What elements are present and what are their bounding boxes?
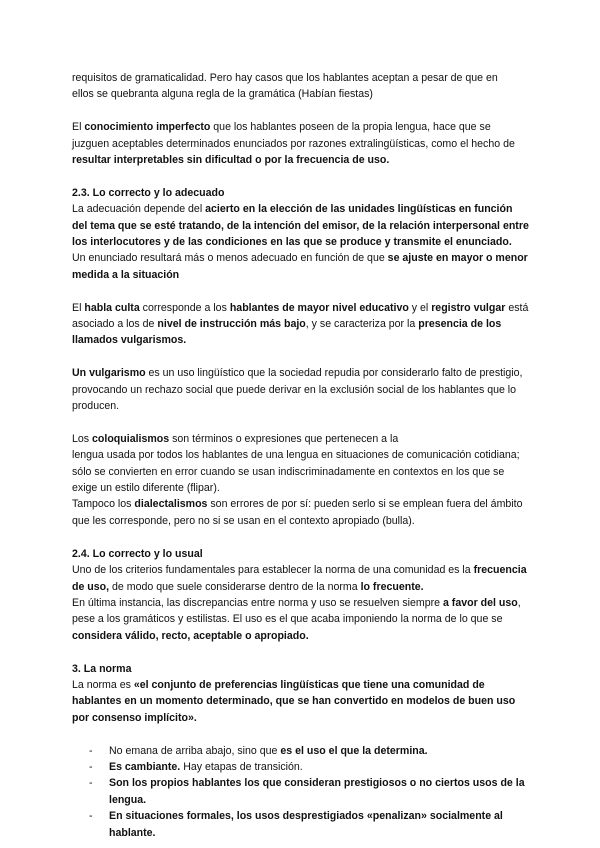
imperfect-knowledge-paragraph: El conocimiento imperfecto que los hablantes poseen de la propia lengua, hace que se juzguen aceptables determinados enunciados por razones extralingüísticas, como el hecho de resultar interpretables sin dificultad o por la frecuencia de uso. — [72, 121, 515, 167]
section-heading-2-4: 2.4. Lo correcto y lo usual — [72, 547, 203, 560]
norm-definition-paragraph: La norma es «el conjunto de preferencias lingüísticas que tiene una comunidad de hablantes en un momento determinado, que se han convertido en modelos de buen uso por consenso implícito». — [72, 678, 516, 724]
section-heading-2-3: 2.3. Lo correcto y lo adecuado — [72, 186, 225, 199]
usage-frequency-paragraph: Uno de los criterios fundamentales para establecer la norma de una comunidad es la frecuencia de uso, de modo que suele considerarse dentro de la norma lo frecuente. En última instancia, las discrepancias entre norma y uso se resuelven siempre a favor del uso, pese a los gramáticos y estilistas. El uso es el que acaba imponiendo la norma de lo que se considera válido, recto, aceptable o apropiado. — [72, 564, 527, 642]
intro-line-2: ellos se quebranta alguna regla de la gramática (Habían fiestas) — [72, 88, 373, 101]
adequacy-result-paragraph: Un enunciado resultará más o menos adecuado en función de que se ajuste en mayor o menor medida a la situación — [72, 252, 528, 281]
list-item: - En situaciones formales, los usos desprestigiados «penalizan» socialmente al hablante. — [89, 810, 503, 839]
list-item: - Es cambiante. Hay etapas de transición. — [89, 760, 303, 773]
intro-line-1: requisitos de gramaticalidad. Pero hay casos que los hablantes aceptan a pesar de que en — [72, 72, 498, 84]
norm-characteristics-list — [72, 743, 530, 841]
dialectalism-paragraph: Tampoco los dialectalismos son errores de por sí: pueden serlo si se emplean fuera del ámbito que les corresponde, pero no si se usan en el contexto apropiado (bulla). — [72, 498, 523, 527]
colloquialism-paragraph: Los coloquialismos son términos o expresiones que pertenecen a la lengua usada por todos los hablantes de una lengua en situaciones de comunicación cotidiana; sólo se convierten en error cuando se usan indiscriminadamente en contextos en los que se exige un estilo diferente (flipar). — [72, 432, 520, 495]
section-heading-3: 3. La norma — [72, 662, 132, 675]
vulgarism-paragraph: Un vulgarismo es un uso lingüístico que la sociedad repudia por considerarlo falto de prestigio, provocando un rechazo social que puede derivar en la exclusión social de los hablantes que lo producen. — [72, 367, 523, 413]
list-item: - Son los propios hablantes los que consideran prestigiosos o no ciertos usos de la lengua. — [89, 777, 525, 806]
list-item: - No emana de arriba abajo, sino que es el uso el que la determina. — [89, 744, 428, 757]
adequacy-paragraph: La adecuación depende del acierto en la elección de las unidades lingüísticas en función del tema que se esté tratando, de la intención del emisor, de la relación interpersonal entre los interlocutores y de las condiciones en las que se produce y transmite el enunciado. — [72, 203, 529, 249]
intro-paragraph — [72, 70, 530, 103]
cultured-speech-paragraph: El habla culta corresponde a los hablantes de mayor nivel educativo y el registro vulgar está asociado a los de nivel de instrucción más bajo, y se caracteriza por la presencia de los llamados vulgarismos. — [72, 301, 529, 347]
